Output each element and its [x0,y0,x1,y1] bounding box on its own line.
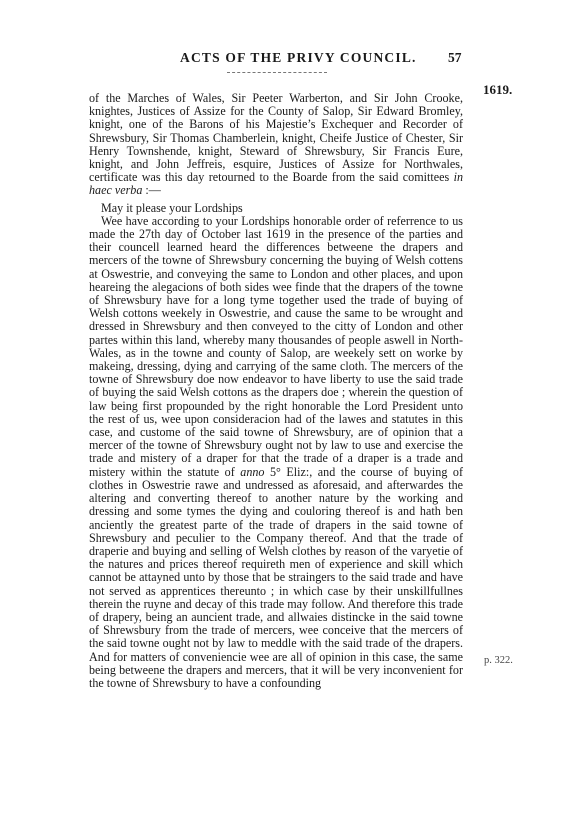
running-head: ACTS OF THE PRIVY COUNCIL. [180,50,417,65]
header-rule [227,72,327,73]
paragraph-text: of the Marches of Wales, Sir Peeter Warberton, and Sir John Crooke, knightes, Justices of Assize for the County of Salop, Sir Edward Bromley, knight, one of the Barons of his Majestie’s Exchequer and Recorder of Shrewsbury, Sir Thomas Chamberlein, knight, Cheife Justice of Chester, Sir Henry Townshende, knight, Steward of Shrewsbury, Sir Francis Eure, knight, and John Jeffreis, esquire, Justices of Assize for Northwales, certificate was this day retourned to the Boarde from the said comittees [89,91,463,185]
page-header [0,50,567,70]
certificate-paragraph [89,215,463,690]
margin-year: 1619. [483,82,513,97]
certificate-italic-anno: anno [240,464,265,479]
document-body [89,92,463,690]
margin-page-reference: p. 322. [484,655,513,666]
opening-paragraph [89,92,463,198]
certificate-text-part-1: Wee have according to your Lordships honorable order of referrence to us made the 27th day of October last 1619 in the presence of the parties and their councell learned heard the differences betweene the drapers and mercers of the towne of Shrewsbury concerning the buying of Welsh cottens at Oswestrie, and conveying the same to London and other places, and upon heareing the alegacions of both sides wee finde that the drapers of the towne of Shrewsbury have for a long tyme together used the trade of buying of Welsh cottons weekely in Oswestrie, and cause the same to be wrought and dressed in Shrewsbury and then conveyed to the citty of London and other partes within this land, whereby many thousandes of people aswell in North-Wales, as in the towne and county of Salop, are weekely sett on worke by makeing, dressing, dying and carrying of the same cloth. The mercers of the towne of Shrewsbury doe now endeavor to have liberty to use the said trade of buying the said Welsh cottons as the drapers doe ; wherein the question of law being first propounded by the right honorable the Lord President unto the rest of us, wee upon consideracion had of the lawes and statutes in this case, and custome of the said towne of Shrewsbury, are of opinion that a mercer of the towne of Shrewsbury ought not by law to use and exercise the trade and mistery of a draper for that the trade of a draper is a trade and mistery within the statute of [89,213,463,479]
page-number: 57 [448,50,462,65]
paragraph-suffix: :— [142,183,161,198]
latin-phrase: in haec verba [89,170,463,198]
certificate-text-part-2: 5° Eliz:, and the course of buying of clothes in Oswestrie rawe and undressed as aforesaid, and afterwardes the altering and converting thereof to another nature by the working and dressing and some tymes the dying and couloring thereof is and hath ben anciently the greatest parte of the trade of drapers in the said towne of Shrewsbury and peculier to the Company thereof. And that the trade of draperie and buying and selling of Welsh clothes by reason of the varyetie of the natures and prices thereof requireth men of experience and skill which cannot be attayned unto by those that be straingers to the said trade and have not served as apprentices thereunto ; in which case by their unskillfullnes therein the ruyne and decay of this trade may follow. And therefore this trade of drapery, being an auncient trade, and allwaies distincke in the said towne of Shrewsbury from the trade of mercers, wee conceive that the mercers of the said towne ought not by law to meddle with the said trade of the drapers. And for matters of conveniencie wee are all of opinion in this case, the same being betweene the drapers and mercers, that it will be very inconvenient for the towne of Shrewsbury to have a confounding [89,464,463,690]
salutation: May it please your Lordships [101,200,243,215]
